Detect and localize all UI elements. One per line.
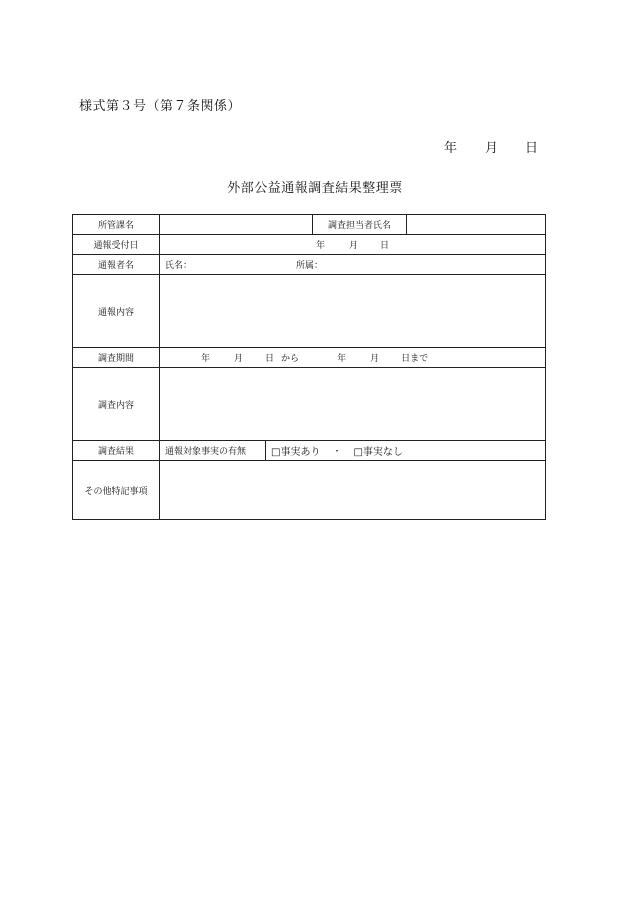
result-options — [266, 441, 546, 461]
period-to-month: 月 — [370, 354, 380, 365]
row-investigation-period — [73, 348, 546, 368]
receipt-day-label: 日 — [380, 241, 390, 251]
reporter-label: 通報者名 — [73, 255, 160, 275]
date-year-label: 年 — [444, 141, 458, 156]
investigation-period-field[interactable] — [160, 348, 546, 368]
document-date — [444, 137, 538, 156]
reporter-field[interactable] — [160, 255, 546, 275]
investigator-label: 調査担当者氏名 — [313, 215, 407, 235]
period-from-day: 日 — [265, 354, 275, 365]
row-report-content — [73, 275, 546, 348]
fact-question-label: 通報対象事実の有無 — [160, 441, 266, 461]
period-from-suffix: から — [281, 354, 300, 365]
other-notes-field[interactable] — [160, 461, 546, 520]
row-result — [73, 441, 546, 461]
receipt-month-label: 月 — [348, 241, 358, 251]
date-month-label: 月 — [485, 141, 499, 156]
document-title: 外部公益通報調査結果整理票 — [227, 181, 403, 196]
report-content-field[interactable] — [160, 275, 546, 348]
report-content-label: 通報内容 — [73, 275, 160, 348]
period-to-year: 年 — [337, 354, 347, 365]
fact-yes-checkbox[interactable]: □事実あり — [271, 447, 321, 458]
investigation-content-field[interactable] — [160, 368, 546, 441]
department-field[interactable] — [160, 215, 313, 235]
form-number: 様式第３号（第７条関係） — [79, 99, 242, 114]
investigation-period-label: 調査期間 — [73, 348, 160, 368]
period-from-year: 年 — [201, 354, 211, 365]
department-label: 所管課名 — [73, 215, 160, 235]
fact-no-checkbox[interactable]: □事実なし — [353, 447, 403, 458]
receipt-date-field[interactable] — [160, 235, 546, 255]
options-separator: ・ — [332, 447, 342, 457]
period-from-month: 月 — [234, 354, 244, 365]
result-label: 調査結果 — [73, 441, 160, 461]
row-receipt-date — [73, 235, 546, 255]
row-investigation-content — [73, 368, 546, 441]
receipt-year-label: 年 — [315, 241, 325, 251]
receipt-date-label: 通報受付日 — [73, 235, 160, 255]
row-reporter — [73, 255, 546, 275]
investigation-content-label: 調査内容 — [73, 368, 160, 441]
other-notes-label: その他特記事項 — [73, 461, 160, 520]
row-department — [73, 215, 546, 235]
date-day-label: 日 — [525, 141, 539, 156]
reporter-affiliation-label: 所属： — [296, 261, 324, 271]
row-other-notes — [73, 461, 546, 520]
investigator-field[interactable] — [407, 215, 546, 235]
period-to-day: 日まで — [401, 354, 429, 365]
reporter-name-label: 氏名： — [165, 261, 193, 271]
investigation-result-table — [72, 214, 546, 520]
